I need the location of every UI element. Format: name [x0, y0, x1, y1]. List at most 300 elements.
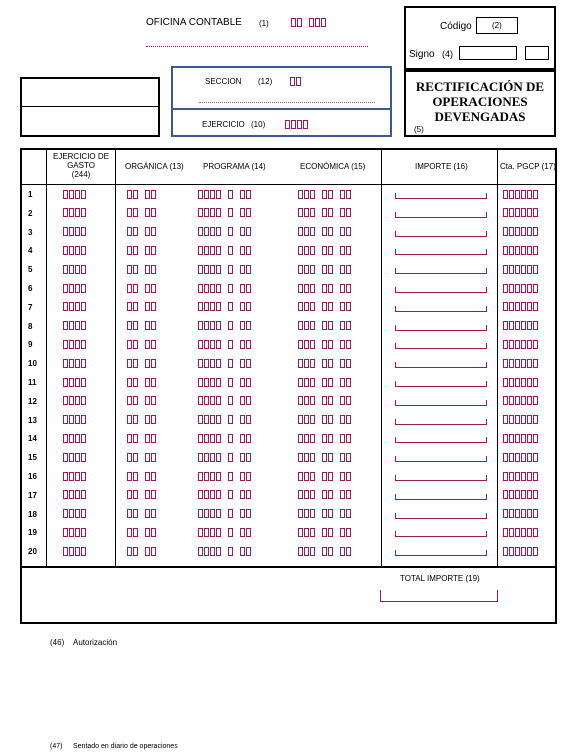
ejercicio-cell[interactable] [63, 302, 87, 312]
digit-box[interactable] [151, 453, 156, 462]
digit-box[interactable] [304, 490, 309, 499]
digit-box[interactable] [198, 528, 203, 537]
digit-box[interactable] [204, 340, 209, 349]
digit-box[interactable] [246, 434, 251, 443]
digit-box[interactable] [216, 472, 221, 481]
digit-box[interactable] [246, 490, 251, 499]
digit-box[interactable] [210, 490, 215, 499]
digit-box[interactable] [503, 246, 508, 255]
digit-box[interactable] [240, 547, 245, 556]
digit-box[interactable] [210, 453, 215, 462]
digit-box[interactable] [310, 453, 315, 462]
digit-box[interactable] [503, 265, 508, 274]
cta-pgcp-cell[interactable] [503, 189, 539, 199]
digit-box[interactable] [204, 396, 209, 405]
economica-cell[interactable] [298, 377, 352, 387]
digit-box[interactable] [145, 208, 150, 217]
digit-box[interactable] [240, 208, 245, 217]
digit-box[interactable] [240, 378, 245, 387]
digit-box[interactable] [75, 302, 80, 311]
digit-box[interactable] [69, 208, 74, 217]
digit-box[interactable] [210, 378, 215, 387]
digit-box[interactable] [81, 378, 86, 387]
digit-box[interactable] [198, 434, 203, 443]
digit-box[interactable] [240, 284, 245, 293]
digit-box[interactable] [198, 396, 203, 405]
digit-box[interactable] [210, 321, 215, 330]
digit-box[interactable] [75, 472, 80, 481]
digit-box[interactable] [210, 227, 215, 236]
digit-box[interactable] [198, 490, 203, 499]
digit-box[interactable] [228, 340, 233, 349]
digit-box[interactable] [509, 302, 514, 311]
organica-cell[interactable] [127, 490, 157, 500]
digit-box[interactable] [304, 246, 309, 255]
digit-box[interactable] [145, 509, 150, 518]
digit-box[interactable] [340, 208, 345, 217]
digit-box[interactable] [81, 340, 86, 349]
digit-box[interactable] [204, 302, 209, 311]
digit-box[interactable] [328, 378, 333, 387]
digit-box[interactable] [75, 359, 80, 368]
ejercicio-cell[interactable] [63, 527, 87, 537]
digit-box[interactable] [133, 453, 138, 462]
digit-box[interactable] [81, 490, 86, 499]
digit-box[interactable] [328, 453, 333, 462]
digit-box[interactable] [322, 302, 327, 311]
digit-box[interactable] [533, 246, 538, 255]
organica-cell[interactable] [127, 283, 157, 293]
digit-box[interactable] [127, 340, 132, 349]
digit-box[interactable] [246, 302, 251, 311]
digit-box[interactable] [151, 227, 156, 236]
digit-box[interactable] [63, 227, 68, 236]
digit-box[interactable] [503, 528, 508, 537]
digit-box[interactable] [298, 378, 303, 387]
digit-box[interactable] [521, 321, 526, 330]
digit-box[interactable] [63, 190, 68, 199]
digit-box[interactable] [515, 509, 520, 518]
digit-box[interactable] [340, 340, 345, 349]
programa-cell[interactable] [198, 302, 252, 312]
digit-box[interactable] [322, 378, 327, 387]
digit-box[interactable] [216, 227, 221, 236]
programa-cell[interactable] [198, 264, 252, 274]
digit-box[interactable] [509, 246, 514, 255]
digit-box[interactable] [328, 284, 333, 293]
digit-box[interactable] [75, 208, 80, 217]
organica-cell[interactable] [127, 546, 157, 556]
digit-box[interactable] [133, 434, 138, 443]
digit-box[interactable] [515, 190, 520, 199]
digit-box[interactable] [63, 453, 68, 462]
economica-cell[interactable] [298, 490, 352, 500]
ejercicio-cell[interactable] [63, 227, 87, 237]
digit-box[interactable] [204, 227, 209, 236]
digit-box[interactable] [340, 509, 345, 518]
organica-cell[interactable] [127, 189, 157, 199]
economica-cell[interactable] [298, 321, 352, 331]
digit-box[interactable] [346, 302, 351, 311]
digit-box[interactable] [346, 490, 351, 499]
digit-box[interactable] [328, 359, 333, 368]
ejercicio-cell[interactable] [63, 396, 87, 406]
ejercicio-cell[interactable] [63, 490, 87, 500]
digit-box[interactable] [151, 302, 156, 311]
digit-box[interactable] [63, 265, 68, 274]
digit-box[interactable] [151, 246, 156, 255]
importe-cell[interactable] [395, 362, 487, 368]
digit-box[interactable] [145, 190, 150, 199]
organica-cell[interactable] [127, 358, 157, 368]
digit-box[interactable] [204, 246, 209, 255]
digit-box[interactable] [151, 528, 156, 537]
organica-cell[interactable] [127, 227, 157, 237]
digit-box[interactable] [527, 547, 532, 556]
digit-box[interactable] [210, 208, 215, 217]
digit-box[interactable] [298, 246, 303, 255]
digit-box[interactable] [509, 378, 514, 387]
digit-box[interactable] [298, 302, 303, 311]
digit-box[interactable] [521, 359, 526, 368]
digit-box[interactable] [297, 18, 302, 27]
digit-box[interactable] [204, 190, 209, 199]
digit-box[interactable] [216, 434, 221, 443]
digit-box[interactable] [246, 396, 251, 405]
digit-box[interactable] [298, 453, 303, 462]
digit-box[interactable] [346, 472, 351, 481]
digit-box[interactable] [240, 359, 245, 368]
digit-box[interactable] [515, 528, 520, 537]
digit-box[interactable] [151, 472, 156, 481]
digit-box[interactable] [527, 340, 532, 349]
economica-cell[interactable] [298, 509, 352, 519]
digit-box[interactable] [340, 378, 345, 387]
digit-box[interactable] [81, 528, 86, 537]
digit-box[interactable] [533, 415, 538, 424]
digit-box[interactable] [503, 472, 508, 481]
digit-box[interactable] [509, 509, 514, 518]
digit-box[interactable] [210, 509, 215, 518]
digit-box[interactable] [204, 321, 209, 330]
digit-box[interactable] [228, 227, 233, 236]
digit-box[interactable] [328, 340, 333, 349]
digit-box[interactable] [304, 359, 309, 368]
cta-pgcp-cell[interactable] [503, 264, 539, 274]
importe-cell[interactable] [395, 400, 487, 406]
digit-box[interactable] [298, 547, 303, 556]
digit-box[interactable] [310, 528, 315, 537]
digit-box[interactable] [63, 359, 68, 368]
digit-box[interactable] [509, 340, 514, 349]
digit-box[interactable] [81, 208, 86, 217]
digit-box[interactable] [304, 265, 309, 274]
digit-box[interactable] [216, 302, 221, 311]
economica-cell[interactable] [298, 339, 352, 349]
cta-pgcp-cell[interactable] [503, 227, 539, 237]
digit-box[interactable] [297, 120, 302, 129]
digit-box[interactable] [204, 265, 209, 274]
digit-box[interactable] [521, 547, 526, 556]
digit-box[interactable] [228, 378, 233, 387]
digit-box[interactable] [527, 284, 532, 293]
digit-box[interactable] [527, 490, 532, 499]
digit-box[interactable] [533, 547, 538, 556]
digit-box[interactable] [527, 472, 532, 481]
organica-cell[interactable] [127, 471, 157, 481]
digit-box[interactable] [246, 190, 251, 199]
economica-cell[interactable] [298, 358, 352, 368]
digit-box[interactable] [503, 227, 508, 236]
digit-box[interactable] [127, 378, 132, 387]
digit-box[interactable] [204, 453, 209, 462]
digit-box[interactable] [63, 490, 68, 499]
digit-box[interactable] [75, 227, 80, 236]
digit-box[interactable] [296, 77, 301, 86]
digit-box[interactable] [509, 284, 514, 293]
digit-box[interactable] [133, 509, 138, 518]
digit-box[interactable] [198, 415, 203, 424]
digit-box[interactable] [515, 472, 520, 481]
digit-box[interactable] [63, 415, 68, 424]
digit-box[interactable] [133, 472, 138, 481]
programa-cell[interactable] [198, 490, 252, 500]
digit-box[interactable] [127, 246, 132, 255]
digit-box[interactable] [310, 265, 315, 274]
digit-box[interactable] [127, 509, 132, 518]
organica-cell[interactable] [127, 396, 157, 406]
digit-box[interactable] [515, 227, 520, 236]
digit-box[interactable] [310, 434, 315, 443]
digit-box[interactable] [246, 547, 251, 556]
digit-box[interactable] [340, 490, 345, 499]
digit-box[interactable] [240, 321, 245, 330]
digit-box[interactable] [328, 265, 333, 274]
digit-box[interactable] [216, 528, 221, 537]
digit-box[interactable] [75, 509, 80, 518]
digit-box[interactable] [240, 490, 245, 499]
digit-box[interactable] [69, 509, 74, 518]
digit-box[interactable] [521, 284, 526, 293]
digit-box[interactable] [204, 509, 209, 518]
ejercicio-cell[interactable] [63, 245, 87, 255]
digit-box[interactable] [246, 453, 251, 462]
digit-box[interactable] [127, 490, 132, 499]
digit-box[interactable] [340, 472, 345, 481]
digit-box[interactable] [69, 378, 74, 387]
digit-box[interactable] [304, 227, 309, 236]
digit-box[interactable] [521, 472, 526, 481]
digit-box[interactable] [533, 227, 538, 236]
digit-box[interactable] [521, 490, 526, 499]
ejercicio-cell[interactable] [63, 283, 87, 293]
digit-box[interactable] [69, 190, 74, 199]
digit-box[interactable] [210, 396, 215, 405]
digit-box[interactable] [204, 415, 209, 424]
digit-box[interactable] [210, 472, 215, 481]
digit-box[interactable] [246, 246, 251, 255]
digit-box[interactable] [127, 528, 132, 537]
digit-box[interactable] [216, 246, 221, 255]
digit-box[interactable] [151, 340, 156, 349]
digit-box[interactable] [346, 415, 351, 424]
digit-box[interactable] [69, 246, 74, 255]
digit-box[interactable] [298, 265, 303, 274]
digit-box[interactable] [328, 490, 333, 499]
digit-box[interactable] [503, 509, 508, 518]
digit-box[interactable] [69, 302, 74, 311]
digit-box[interactable] [151, 378, 156, 387]
digit-box[interactable] [228, 396, 233, 405]
digit-box[interactable] [515, 340, 520, 349]
digit-box[interactable] [533, 302, 538, 311]
digit-box[interactable] [81, 265, 86, 274]
ejercicio-cell[interactable] [63, 509, 87, 519]
digit-box[interactable] [133, 190, 138, 199]
digit-box[interactable] [509, 547, 514, 556]
digit-box[interactable] [509, 453, 514, 462]
digit-box[interactable] [527, 396, 532, 405]
digit-box[interactable] [527, 378, 532, 387]
digit-box[interactable] [527, 415, 532, 424]
digit-box[interactable] [210, 190, 215, 199]
digit-box[interactable] [198, 302, 203, 311]
digit-box[interactable] [509, 208, 514, 217]
programa-cell[interactable] [198, 358, 252, 368]
digit-box[interactable] [198, 284, 203, 293]
digit-box[interactable] [533, 359, 538, 368]
digit-box[interactable] [509, 321, 514, 330]
digit-box[interactable] [503, 302, 508, 311]
digit-box[interactable] [304, 302, 309, 311]
digit-box[interactable] [145, 415, 150, 424]
organica-cell[interactable] [127, 208, 157, 218]
digit-box[interactable] [521, 528, 526, 537]
digit-box[interactable] [145, 284, 150, 293]
cta-pgcp-cell[interactable] [503, 377, 539, 387]
digit-box[interactable] [527, 302, 532, 311]
digit-box[interactable] [304, 208, 309, 217]
digit-box[interactable] [298, 528, 303, 537]
digit-box[interactable] [127, 302, 132, 311]
digit-box[interactable] [210, 246, 215, 255]
digit-box[interactable] [151, 434, 156, 443]
digit-box[interactable] [151, 321, 156, 330]
digit-box[interactable] [133, 415, 138, 424]
digit-box[interactable] [322, 359, 327, 368]
digit-box[interactable] [81, 415, 86, 424]
digit-box[interactable] [246, 227, 251, 236]
digit-box[interactable] [240, 434, 245, 443]
programa-cell[interactable] [198, 396, 252, 406]
digit-box[interactable] [81, 472, 86, 481]
importe-cell[interactable] [395, 456, 487, 462]
digit-box[interactable] [145, 246, 150, 255]
digit-box[interactable] [133, 547, 138, 556]
ejercicio-cell[interactable] [63, 189, 87, 199]
digit-box[interactable] [346, 265, 351, 274]
digit-box[interactable] [509, 227, 514, 236]
digit-box[interactable] [328, 547, 333, 556]
programa-cell[interactable] [198, 283, 252, 293]
digit-box[interactable] [151, 396, 156, 405]
digit-box[interactable] [509, 472, 514, 481]
digit-box[interactable] [328, 528, 333, 537]
digit-box[interactable] [145, 453, 150, 462]
economica-cell[interactable] [298, 208, 352, 218]
programa-cell[interactable] [198, 452, 252, 462]
digit-box[interactable] [322, 509, 327, 518]
digit-box[interactable] [322, 396, 327, 405]
digit-box[interactable] [198, 246, 203, 255]
digit-box[interactable] [303, 120, 308, 129]
digit-box[interactable] [527, 528, 532, 537]
cta-pgcp-cell[interactable] [503, 433, 539, 443]
digit-box[interactable] [328, 208, 333, 217]
organica-cell[interactable] [127, 264, 157, 274]
digit-box[interactable] [81, 284, 86, 293]
digit-box[interactable] [228, 472, 233, 481]
digit-box[interactable] [127, 190, 132, 199]
ejercicio-cell[interactable] [63, 208, 87, 218]
digit-box[interactable] [521, 302, 526, 311]
digit-box[interactable] [322, 472, 327, 481]
digit-box[interactable] [322, 321, 327, 330]
ejercicio-cell[interactable] [63, 264, 87, 274]
digit-box[interactable] [216, 396, 221, 405]
digit-box[interactable] [151, 490, 156, 499]
organica-cell[interactable] [127, 433, 157, 443]
digit-box[interactable] [145, 547, 150, 556]
digit-box[interactable] [322, 190, 327, 199]
digit-box[interactable] [328, 227, 333, 236]
cta-pgcp-cell[interactable] [503, 208, 539, 218]
digit-box[interactable] [240, 265, 245, 274]
digit-box[interactable] [346, 378, 351, 387]
digit-box[interactable] [304, 472, 309, 481]
digit-box[interactable] [515, 359, 520, 368]
digit-box[interactable] [69, 547, 74, 556]
digit-box[interactable] [204, 208, 209, 217]
digit-box[interactable] [298, 321, 303, 330]
digit-box[interactable] [521, 434, 526, 443]
digit-box[interactable] [210, 340, 215, 349]
digit-box[interactable] [127, 415, 132, 424]
digit-box[interactable] [246, 528, 251, 537]
importe-cell[interactable] [395, 212, 487, 218]
digit-box[interactable] [346, 208, 351, 217]
digit-box[interactable] [133, 490, 138, 499]
digit-box[interactable] [340, 302, 345, 311]
digit-box[interactable] [198, 509, 203, 518]
digit-box[interactable] [509, 415, 514, 424]
digit-box[interactable] [515, 208, 520, 217]
digit-box[interactable] [533, 321, 538, 330]
digit-box[interactable] [240, 302, 245, 311]
programa-cell[interactable] [198, 433, 252, 443]
digit-box[interactable] [246, 472, 251, 481]
digit-box[interactable] [63, 302, 68, 311]
digit-box[interactable] [246, 359, 251, 368]
digit-box[interactable] [240, 396, 245, 405]
importe-cell[interactable] [395, 513, 487, 519]
importe-cell[interactable] [395, 249, 487, 255]
cta-pgcp-cell[interactable] [503, 302, 539, 312]
digit-box[interactable] [304, 284, 309, 293]
programa-cell[interactable] [198, 208, 252, 218]
digit-box[interactable] [322, 340, 327, 349]
digit-box[interactable] [310, 378, 315, 387]
